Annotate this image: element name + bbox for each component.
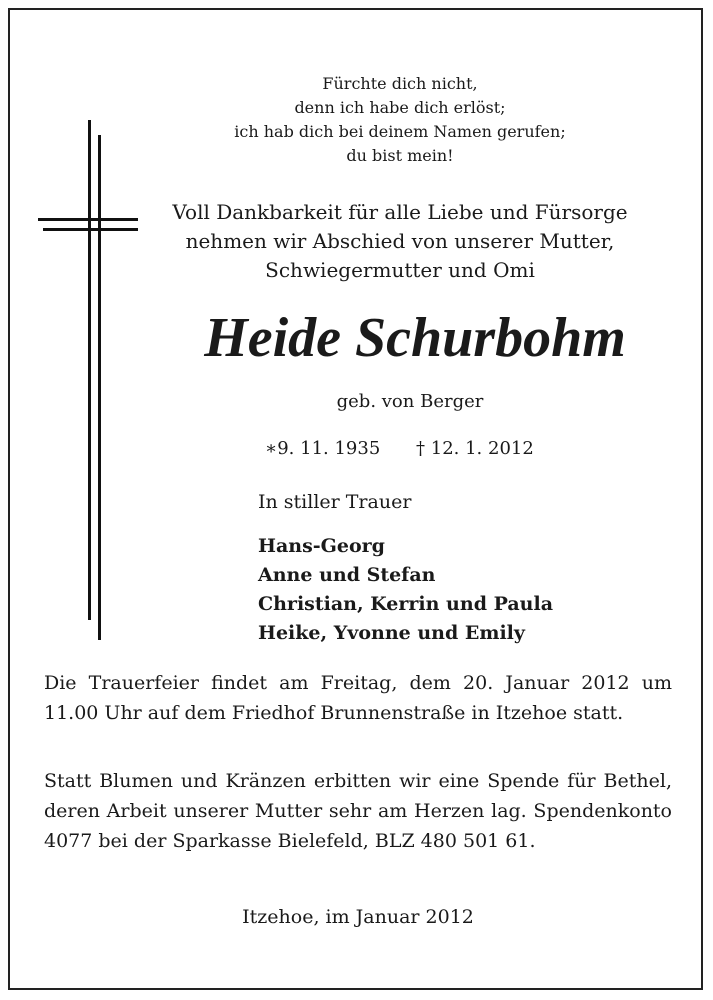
donation-info: Statt Blumen und Kränzen erbitten wir eine Spende für Bethel, deren Arbeit unserer Mutter sehr am Herzen lag. Spendenkonto 4077 bei der Sparkasse Bielefeld, BLZ 480 501 61. (44, 770, 672, 852)
birth-name: geb. von Berger (336, 391, 484, 412)
deceased-name: Heide Schurbohm (204, 307, 626, 369)
family-member: Hans-Georg (258, 535, 385, 557)
cross-horizontal-line (38, 218, 138, 221)
family-member: Anne und Stefan (258, 564, 436, 586)
verse-line: ich hab dich bei deinem Namen gerufen; (234, 122, 566, 141)
cross-icon (38, 120, 138, 645)
intro-line: Schwiegermutter und Omi (265, 258, 535, 282)
verse-line: du bist mein! (346, 146, 454, 165)
place-date: Itzehoe, im Januar 2012 (242, 906, 474, 928)
cross-vertical-line (88, 120, 91, 620)
death-date: † 12. 1. 2012 (416, 438, 534, 459)
intro-line: nehmen wir Abschied von unserer Mutter, (185, 229, 615, 253)
funeral-info: Die Trauerfeier findet am Freitag, dem 20. Januar 2012 um 11.00 Uhr auf dem Friedhof Brunnenstraße in Itzehoe statt. (44, 672, 672, 724)
family-member: Heike, Yvonne und Emily (258, 622, 525, 644)
cross-vertical-line (98, 135, 101, 640)
mourning-line: In stiller Trauer (258, 491, 412, 513)
farewell-intro (155, 198, 645, 285)
birth-date: ∗9. 11. 1935 (265, 438, 381, 459)
bible-verse (155, 72, 645, 168)
verse-line: denn ich habe dich erlöst; (294, 98, 506, 117)
family-list (258, 532, 553, 648)
life-dates (265, 437, 534, 461)
cross-horizontal-line (43, 228, 138, 231)
family-member: Christian, Kerrin und Paula (258, 593, 554, 615)
intro-line: Voll Dankbarkeit für alle Liebe und Fürsorge (172, 200, 628, 224)
verse-line: Fürchte dich nicht, (322, 74, 478, 93)
